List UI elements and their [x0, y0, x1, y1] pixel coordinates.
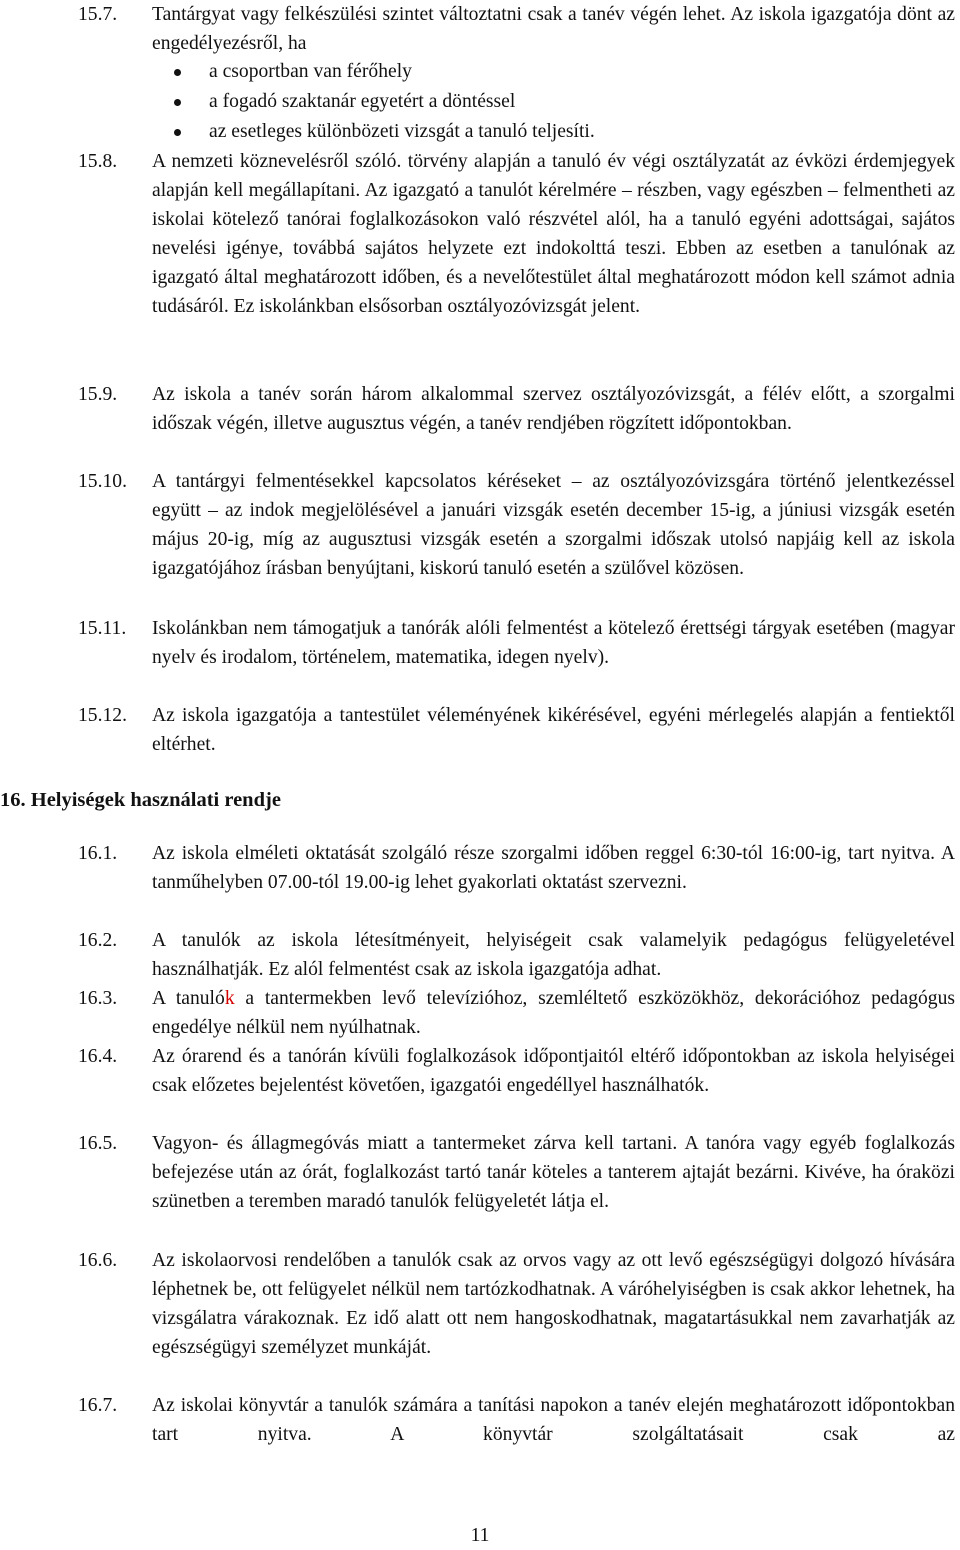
paragraph-text: Az iskola igazgatója a tantestület véleményének kikérésével, egyéni mérlegelés alapján a fentiektől eltérhet.	[152, 705, 955, 755]
paragraph-number: 16.3.	[78, 988, 118, 1009]
paragraph-number: 15.9.	[78, 384, 118, 405]
section-heading: 16. Helyiségek használati rendje	[0, 789, 281, 811]
paragraph-number: 16.5.	[78, 1133, 118, 1154]
paragraph-text: Iskolánkban nem támogatjuk a tanórák alóli felmentést a kötelező érettségi tárgyak esetében (magyar nyelv és irodalom, történelem, matematika, idegen nyelv).	[152, 618, 955, 668]
bullet-list	[0, 57, 960, 147]
paragraph-16-7	[0, 1391, 960, 1449]
paragraph-number: 15.11.	[78, 618, 127, 639]
paragraph-number: 16.6.	[78, 1250, 118, 1271]
bullet-dot-icon	[174, 69, 181, 76]
paragraph-text: Az iskola a tanév során három alkalommal szervez osztályozóvizsgát, a félév előtt, a szorgalmi időszak végén, illetve augusztus végén, a tanév rendjében rögzített időpontokban.	[152, 384, 955, 434]
bullet-dot-icon	[174, 129, 181, 136]
page-number: 11	[470, 1525, 490, 1546]
paragraph-text: Vagyon- és állagmegóvás miatt a tantermeket zárva kell tartani. A tanóra vagy egyéb foglalkozás befejezése után az órát, foglalkozást tartó tanár köteles a tanterem ajtaját bezárni. Kivéve, ha óraközi szünetben a teremben maradó tanulók felügyeletét látja el.	[152, 1133, 955, 1212]
bullet-item	[0, 87, 960, 117]
paragraph-text: Az iskolai könyvtár a tanulók számára a tanítási napokon a tanév elején meghatározott időpontokban tart nyitva. A könyvtár szolgáltatásait csak az	[152, 1395, 955, 1445]
paragraph-number: 16.4.	[78, 1046, 118, 1067]
paragraph-number: 16.1.	[78, 843, 118, 864]
paragraph-text: Tantárgyat vagy felkészülési szintet változtatni csak a tanév végén lehet. Az iskola igazgatója dönt az engedélyezésről, ha	[152, 4, 955, 54]
highlighted-letter: k	[224, 988, 235, 1009]
paragraph-text: A nemzeti köznevelésről szóló. törvény alapján a tanuló év végi osztályzatát az évközi érdemjegyek alapján kell megállapítani. Az igazgató a tanulót kérelmére – részben, vagy egészben – felmentheti az iskolai kötelező tanórai foglalkozásokon való részvétel alól, ha a tanuló egyéni adottságai, sajátos nevelési igénye, továbbá sajátos helyzete ezt indokolttá teszi. Ebben az esetben a tanulónak az igazgató által meghatározott időben, és a nevelőtestület által meghatározott módon kell számot adnia tudásáról. Ez iskolánkban elsősorban osztályozóvizsgát jelent.	[152, 151, 955, 317]
paragraph-text: A tanulók az iskola létesítményeit, helyiségeit csak valamelyik pedagógus felügyeletével használhatják. Ez alól felmentést csak az iskola igazgatója adhat.	[152, 930, 955, 980]
bullet-text: a fogadó szaktanár egyetért a döntéssel	[209, 91, 516, 112]
paragraph-text: Az órarend és a tanórán kívüli foglalkozások időpontjaitól eltérő időpontokban az iskola helyiségei csak előzetes bejelentést követően, igazgatói engedéllyel használhatók.	[152, 1046, 955, 1096]
paragraph-15-8	[0, 147, 960, 321]
paragraph-16-4	[0, 1042, 960, 1100]
paragraph-text-part: a tantermekben levő televízióhoz, szemléltető eszközökhöz, dekorációhoz pedagógus engedélye nélkül nem nyúlhatnak.	[152, 988, 956, 1038]
paragraph-text: Az iskola elméleti oktatását szolgáló része szorgalmi időben reggel 6:30-tól 16:00-ig, tart nyitva. A tanműhelyben 07.00-tól 19.00-ig lehet gyakorlati oktatást szervezni.	[152, 843, 955, 893]
paragraph-16-6	[0, 1246, 960, 1362]
paragraph-15-9	[0, 380, 960, 438]
paragraph-15-12	[0, 701, 960, 759]
paragraph-number: 16.2.	[78, 930, 118, 951]
paragraph-16-5	[0, 1129, 960, 1216]
paragraph-16-3	[0, 984, 960, 1042]
bullet-dot-icon	[174, 99, 181, 106]
paragraph-15-11	[0, 614, 960, 672]
paragraph-number: 15.10.	[78, 471, 127, 492]
bullet-text: a csoportban van férőhely	[209, 61, 412, 82]
paragraph-text-part: A tanuló	[152, 988, 225, 1009]
paragraph-number: 15.8.	[78, 151, 118, 172]
paragraph-16-2	[0, 926, 960, 984]
paragraph-text	[152, 984, 955, 1042]
paragraph-15-7	[0, 0, 960, 58]
paragraph-number: 15.12.	[78, 705, 127, 726]
paragraph-text: A tantárgyi felmentésekkel kapcsolatos kéréseket – az osztályozóvizsgára történő jelentkezéssel együtt – az indok megjelölésével a januári vizsgák esetén december 15-ig, a júniusi vizsgák esetén május 20-ig, míg az augusztusi vizsgák esetén a szorgalmi időszak utolsó napjáig kell az iskola igazgatójához írásban benyújtani, kiskorú tanuló esetén a szülővel közösen.	[152, 471, 955, 579]
bullet-item	[0, 57, 960, 87]
paragraph-number: 16.7.	[78, 1395, 118, 1416]
paragraph-15-10	[0, 467, 960, 583]
bullet-item	[0, 117, 960, 147]
paragraph-number: 15.7.	[78, 4, 118, 25]
bullet-text: az esetleges különbözeti vizsgát a tanuló teljesíti.	[209, 121, 595, 142]
paragraph-text: Az iskolaorvosi rendelőben a tanulók csak az orvos vagy az ott levő egészségügyi dolgozó hívására léphetnek be, ott felügyelet nélkül nem tartózkodhatnak. A váróhelyiségben is csak akkor lehetnek, ha vizsgálatra várakoznak. Ez idő alatt ott nem hangoskodhatnak, magatartásukkal nem zavarhatják az egészségügyi személyzet munkáját.	[152, 1250, 955, 1358]
paragraph-16-1	[0, 839, 960, 897]
